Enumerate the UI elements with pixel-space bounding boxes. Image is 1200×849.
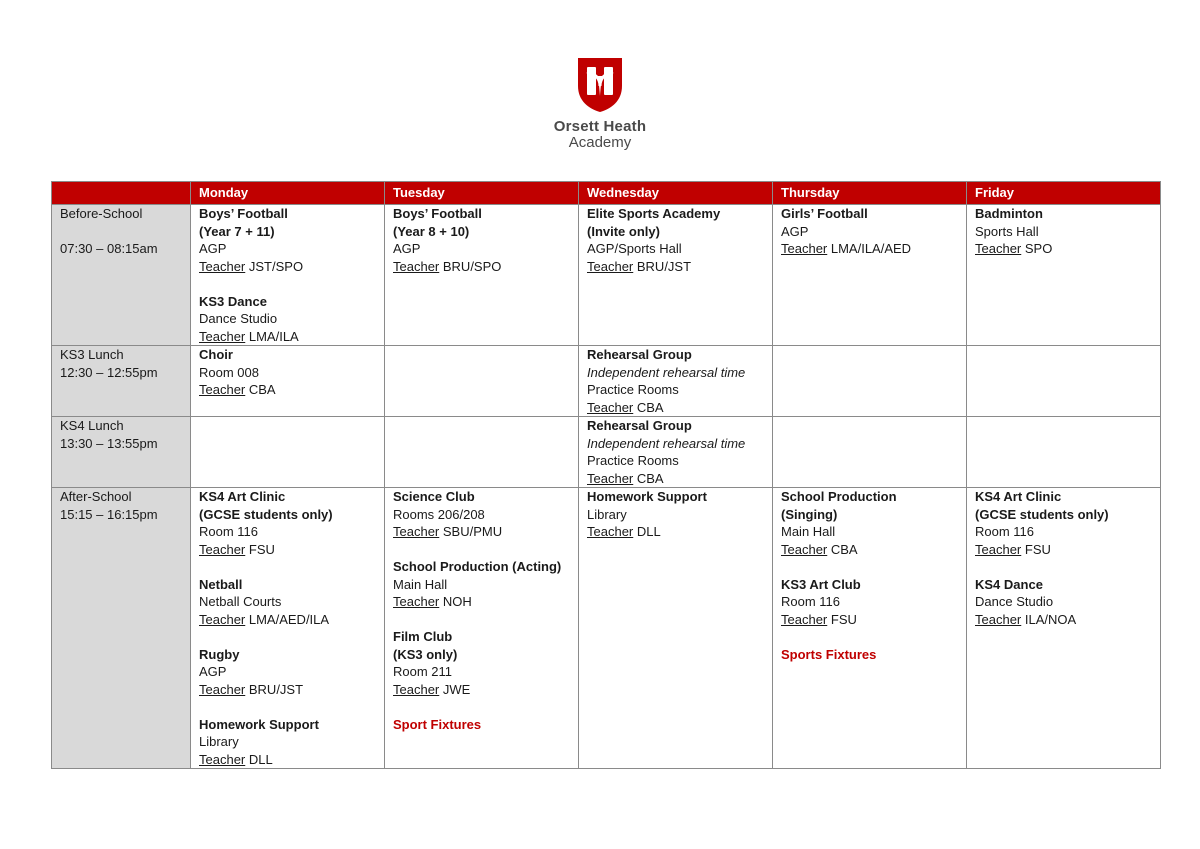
row-label-ks4-lunch — [52, 417, 191, 488]
teacher-codes: CBA — [636, 399, 664, 415]
teacher-label: Teacher — [199, 751, 246, 767]
activity-room: AGP/Sports Hall — [587, 241, 682, 256]
activity — [199, 646, 376, 699]
header-blank-cell — [52, 182, 191, 205]
activity — [781, 205, 958, 258]
cell-ks3-thursday — [773, 346, 967, 417]
activity — [781, 488, 958, 558]
teacher-label: Teacher — [587, 470, 634, 486]
activity-teacher — [199, 681, 376, 699]
activity-room: Room 008 — [199, 364, 259, 380]
activity-subtitle: (GCSE students only) — [975, 506, 1109, 522]
cell-ks4-thursday — [773, 417, 967, 488]
school-name-sub: Academy — [568, 134, 632, 151]
cell-ks4-wednesday — [579, 417, 773, 488]
activity-teacher — [393, 523, 570, 541]
session-time: 12:30 – 12:55pm — [60, 364, 158, 380]
teacher-label: Teacher — [199, 382, 246, 397]
activity — [781, 646, 958, 664]
activity-title: Science Club — [393, 489, 475, 504]
activity-title: Rugby — [199, 646, 240, 662]
activity — [199, 716, 376, 769]
teacher-label: Teacher — [393, 524, 440, 539]
activity-note: Independent rehearsal time — [587, 435, 746, 451]
activity-room: AGP — [781, 223, 809, 239]
teacher-codes: DLL — [636, 524, 661, 539]
activity-title: KS4 Art Clinic — [975, 489, 1062, 504]
activity — [781, 576, 958, 629]
teacher-label: Teacher — [781, 611, 828, 627]
teacher-label: Teacher — [975, 611, 1022, 627]
activity — [199, 346, 376, 399]
teacher-label: Teacher — [393, 681, 440, 697]
cell-after-monday — [191, 488, 385, 769]
row-ks3-lunch — [52, 346, 1161, 417]
activity-title: School Production — [781, 489, 897, 504]
row-label-ks3-lunch — [52, 346, 191, 417]
activity-room: AGP — [199, 664, 227, 679]
activity-subtitle: (Year 8 + 10) — [393, 223, 470, 239]
activity-title: Girls’ Football — [781, 206, 868, 221]
activity-teacher — [587, 399, 764, 417]
activity-title: Boys’ Football — [393, 206, 482, 221]
activity-room: AGP — [199, 241, 227, 256]
teacher-label: Teacher — [587, 258, 634, 274]
activity-room: Room 116 — [781, 594, 841, 609]
activity-title: KS4 Dance — [975, 576, 1043, 592]
activity-subtitle: (Singing) — [781, 506, 838, 522]
cell-before-thursday — [773, 205, 967, 346]
teacher-codes: SBU/PMU — [442, 524, 503, 539]
sports-fixtures-link[interactable]: Sports Fixtures — [781, 646, 877, 662]
activity-title: Elite Sports Academy — [587, 206, 721, 221]
teacher-codes: NOH — [442, 594, 472, 609]
activity — [393, 488, 570, 541]
school-crest-icon — [576, 56, 624, 114]
activity-room: Dance Studio — [199, 311, 278, 326]
teacher-label: Teacher — [587, 399, 634, 415]
cell-ks4-tuesday — [385, 417, 579, 488]
teacher-label: Teacher — [199, 541, 246, 557]
timetable — [51, 181, 1161, 769]
activity-title: School Production (Acting) — [393, 559, 562, 574]
activity-title: KS4 Art Clinic — [199, 489, 286, 504]
activity-room: Practice Rooms — [587, 382, 679, 397]
teacher-codes: SPO — [1024, 241, 1053, 256]
activity-room: Library — [587, 506, 627, 522]
row-ks4-lunch — [52, 417, 1161, 488]
activity-subtitle: (Year 7 + 11) — [199, 223, 275, 239]
row-before-school — [52, 205, 1161, 346]
teacher-label: Teacher — [975, 541, 1022, 557]
cell-ks3-tuesday — [385, 346, 579, 417]
activity-teacher — [781, 541, 958, 559]
header-monday: Monday — [191, 182, 385, 205]
activity — [199, 576, 376, 629]
activity-title: Film Club — [393, 629, 453, 644]
activity — [199, 293, 376, 346]
activity — [587, 205, 764, 275]
teacher-label: Teacher — [199, 328, 246, 344]
header-thursday: Thursday — [773, 182, 967, 205]
session-time: 07:30 – 08:15am — [60, 241, 158, 256]
school-name: Orsett Heath — [553, 118, 647, 135]
teacher-codes: LMA/ILA — [248, 328, 299, 344]
teacher-codes: JWE — [442, 681, 471, 697]
activity — [393, 205, 570, 275]
teacher-codes: JST/SPO — [248, 258, 304, 274]
cell-before-tuesday — [385, 205, 579, 346]
activity-teacher — [975, 541, 1152, 559]
activity-title: Homework Support — [199, 716, 319, 732]
activity-room: Rooms 206/208 — [393, 506, 485, 522]
activity-teacher — [393, 258, 570, 276]
teacher-label: Teacher — [199, 258, 246, 274]
activity-note: Independent rehearsal time — [587, 364, 746, 380]
teacher-label: Teacher — [781, 541, 828, 557]
activity-teacher — [781, 611, 958, 629]
cell-ks4-monday — [191, 417, 385, 488]
activity-teacher — [393, 593, 570, 611]
activity-title: Badminton — [975, 206, 1043, 221]
timetable-header-row — [52, 182, 1161, 205]
activity-title: Netball — [199, 576, 243, 592]
teacher-codes: CBA — [248, 382, 276, 397]
activity-teacher — [587, 523, 764, 541]
cell-after-tuesday — [385, 488, 579, 769]
teacher-label: Teacher — [393, 594, 440, 609]
row-label-before-school — [52, 205, 191, 346]
teacher-codes: BRU/SPO — [442, 258, 502, 274]
activity-title: Choir — [199, 347, 233, 362]
activity — [587, 488, 764, 541]
activity-teacher — [781, 240, 958, 258]
activity — [975, 576, 1152, 629]
header-wednesday: Wednesday — [579, 182, 773, 205]
session-time: 13:30 – 13:55pm — [60, 435, 158, 451]
activity-teacher — [975, 240, 1152, 258]
activity-title: Homework Support — [587, 489, 707, 504]
activity — [975, 488, 1152, 558]
activity-room: Library — [199, 734, 239, 749]
activity — [393, 628, 570, 698]
school-logo — [0, 56, 1200, 151]
activity-title: Boys’ Football — [199, 206, 288, 221]
cell-ks4-friday — [967, 417, 1161, 488]
cell-ks3-friday — [967, 346, 1161, 417]
teacher-codes: ILA/NOA — [1024, 611, 1077, 627]
activity-teacher — [587, 470, 764, 488]
activity-teacher — [587, 258, 764, 276]
header-friday: Friday — [967, 182, 1161, 205]
activity-subtitle: (Invite only) — [587, 223, 660, 239]
session-name: Before-School — [60, 206, 143, 221]
cell-before-monday — [191, 205, 385, 346]
activity — [393, 716, 570, 734]
activity-room: Netball Courts — [199, 594, 282, 609]
row-label-after-school — [52, 488, 191, 769]
activity-title: KS3 Dance — [199, 293, 267, 309]
teacher-label: Teacher — [199, 611, 246, 627]
teacher-codes: DLL — [248, 751, 273, 767]
activity-room: Room 116 — [975, 524, 1035, 539]
cell-ks3-monday — [191, 346, 385, 417]
header-tuesday: Tuesday — [385, 182, 579, 205]
cell-after-thursday — [773, 488, 967, 769]
teacher-codes: LMA/ILA/AED — [830, 241, 912, 256]
activity-teacher — [393, 681, 570, 699]
teacher-codes: CBA — [830, 541, 858, 557]
teacher-codes: BRU/JST — [248, 681, 304, 697]
teacher-label: Teacher — [781, 241, 828, 256]
session-name: KS4 Lunch — [60, 418, 124, 433]
teacher-label: Teacher — [393, 258, 440, 274]
activity — [199, 488, 376, 558]
cell-after-friday — [967, 488, 1161, 769]
activity-room: AGP — [393, 241, 421, 256]
session-time: 15:15 – 16:15pm — [60, 506, 158, 522]
teacher-codes: FSU — [248, 541, 275, 557]
activity-teacher — [199, 751, 376, 769]
activity-room: Sports Hall — [975, 223, 1039, 239]
session-name: KS3 Lunch — [60, 347, 124, 362]
teacher-codes: FSU — [1024, 541, 1051, 557]
activity-teacher — [199, 541, 376, 559]
activity-teacher — [975, 611, 1152, 629]
sport-fixtures-link[interactable]: Sport Fixtures — [393, 716, 482, 732]
activity-room: Room 116 — [199, 524, 259, 539]
row-after-school — [52, 488, 1161, 769]
cell-before-wednesday — [579, 205, 773, 346]
activity-room: Dance Studio — [975, 594, 1054, 609]
activity-room: Practice Rooms — [587, 453, 679, 468]
teacher-codes: CBA — [636, 470, 664, 486]
cell-before-friday — [967, 205, 1161, 346]
cell-ks3-wednesday — [579, 346, 773, 417]
activity — [199, 205, 376, 275]
activity — [587, 346, 764, 416]
activity — [975, 205, 1152, 258]
activity-teacher — [199, 381, 376, 399]
session-name: After-School — [60, 489, 132, 504]
activity — [393, 558, 570, 611]
activity-title: Rehearsal Group — [587, 347, 692, 362]
teacher-label: Teacher — [975, 241, 1022, 256]
activity-room: Main Hall — [393, 576, 448, 592]
teacher-label: Teacher — [587, 524, 634, 539]
activity-teacher — [199, 611, 376, 629]
teacher-codes: BRU/JST — [636, 258, 692, 274]
activity — [587, 417, 764, 487]
activity-title: KS3 Art Club — [781, 576, 861, 592]
cell-after-wednesday — [579, 488, 773, 769]
activity-title: Rehearsal Group — [587, 418, 692, 433]
activity-room: Main Hall — [781, 524, 836, 539]
activity-teacher — [199, 258, 376, 276]
teacher-label: Teacher — [199, 681, 246, 697]
activity-subtitle: (KS3 only) — [393, 646, 458, 662]
activity-teacher — [199, 328, 376, 346]
teacher-codes: FSU — [830, 611, 857, 627]
activity-subtitle: (GCSE students only) — [199, 506, 333, 522]
activity-room: Room 211 — [393, 664, 453, 679]
teacher-codes: LMA/AED/ILA — [248, 611, 330, 627]
